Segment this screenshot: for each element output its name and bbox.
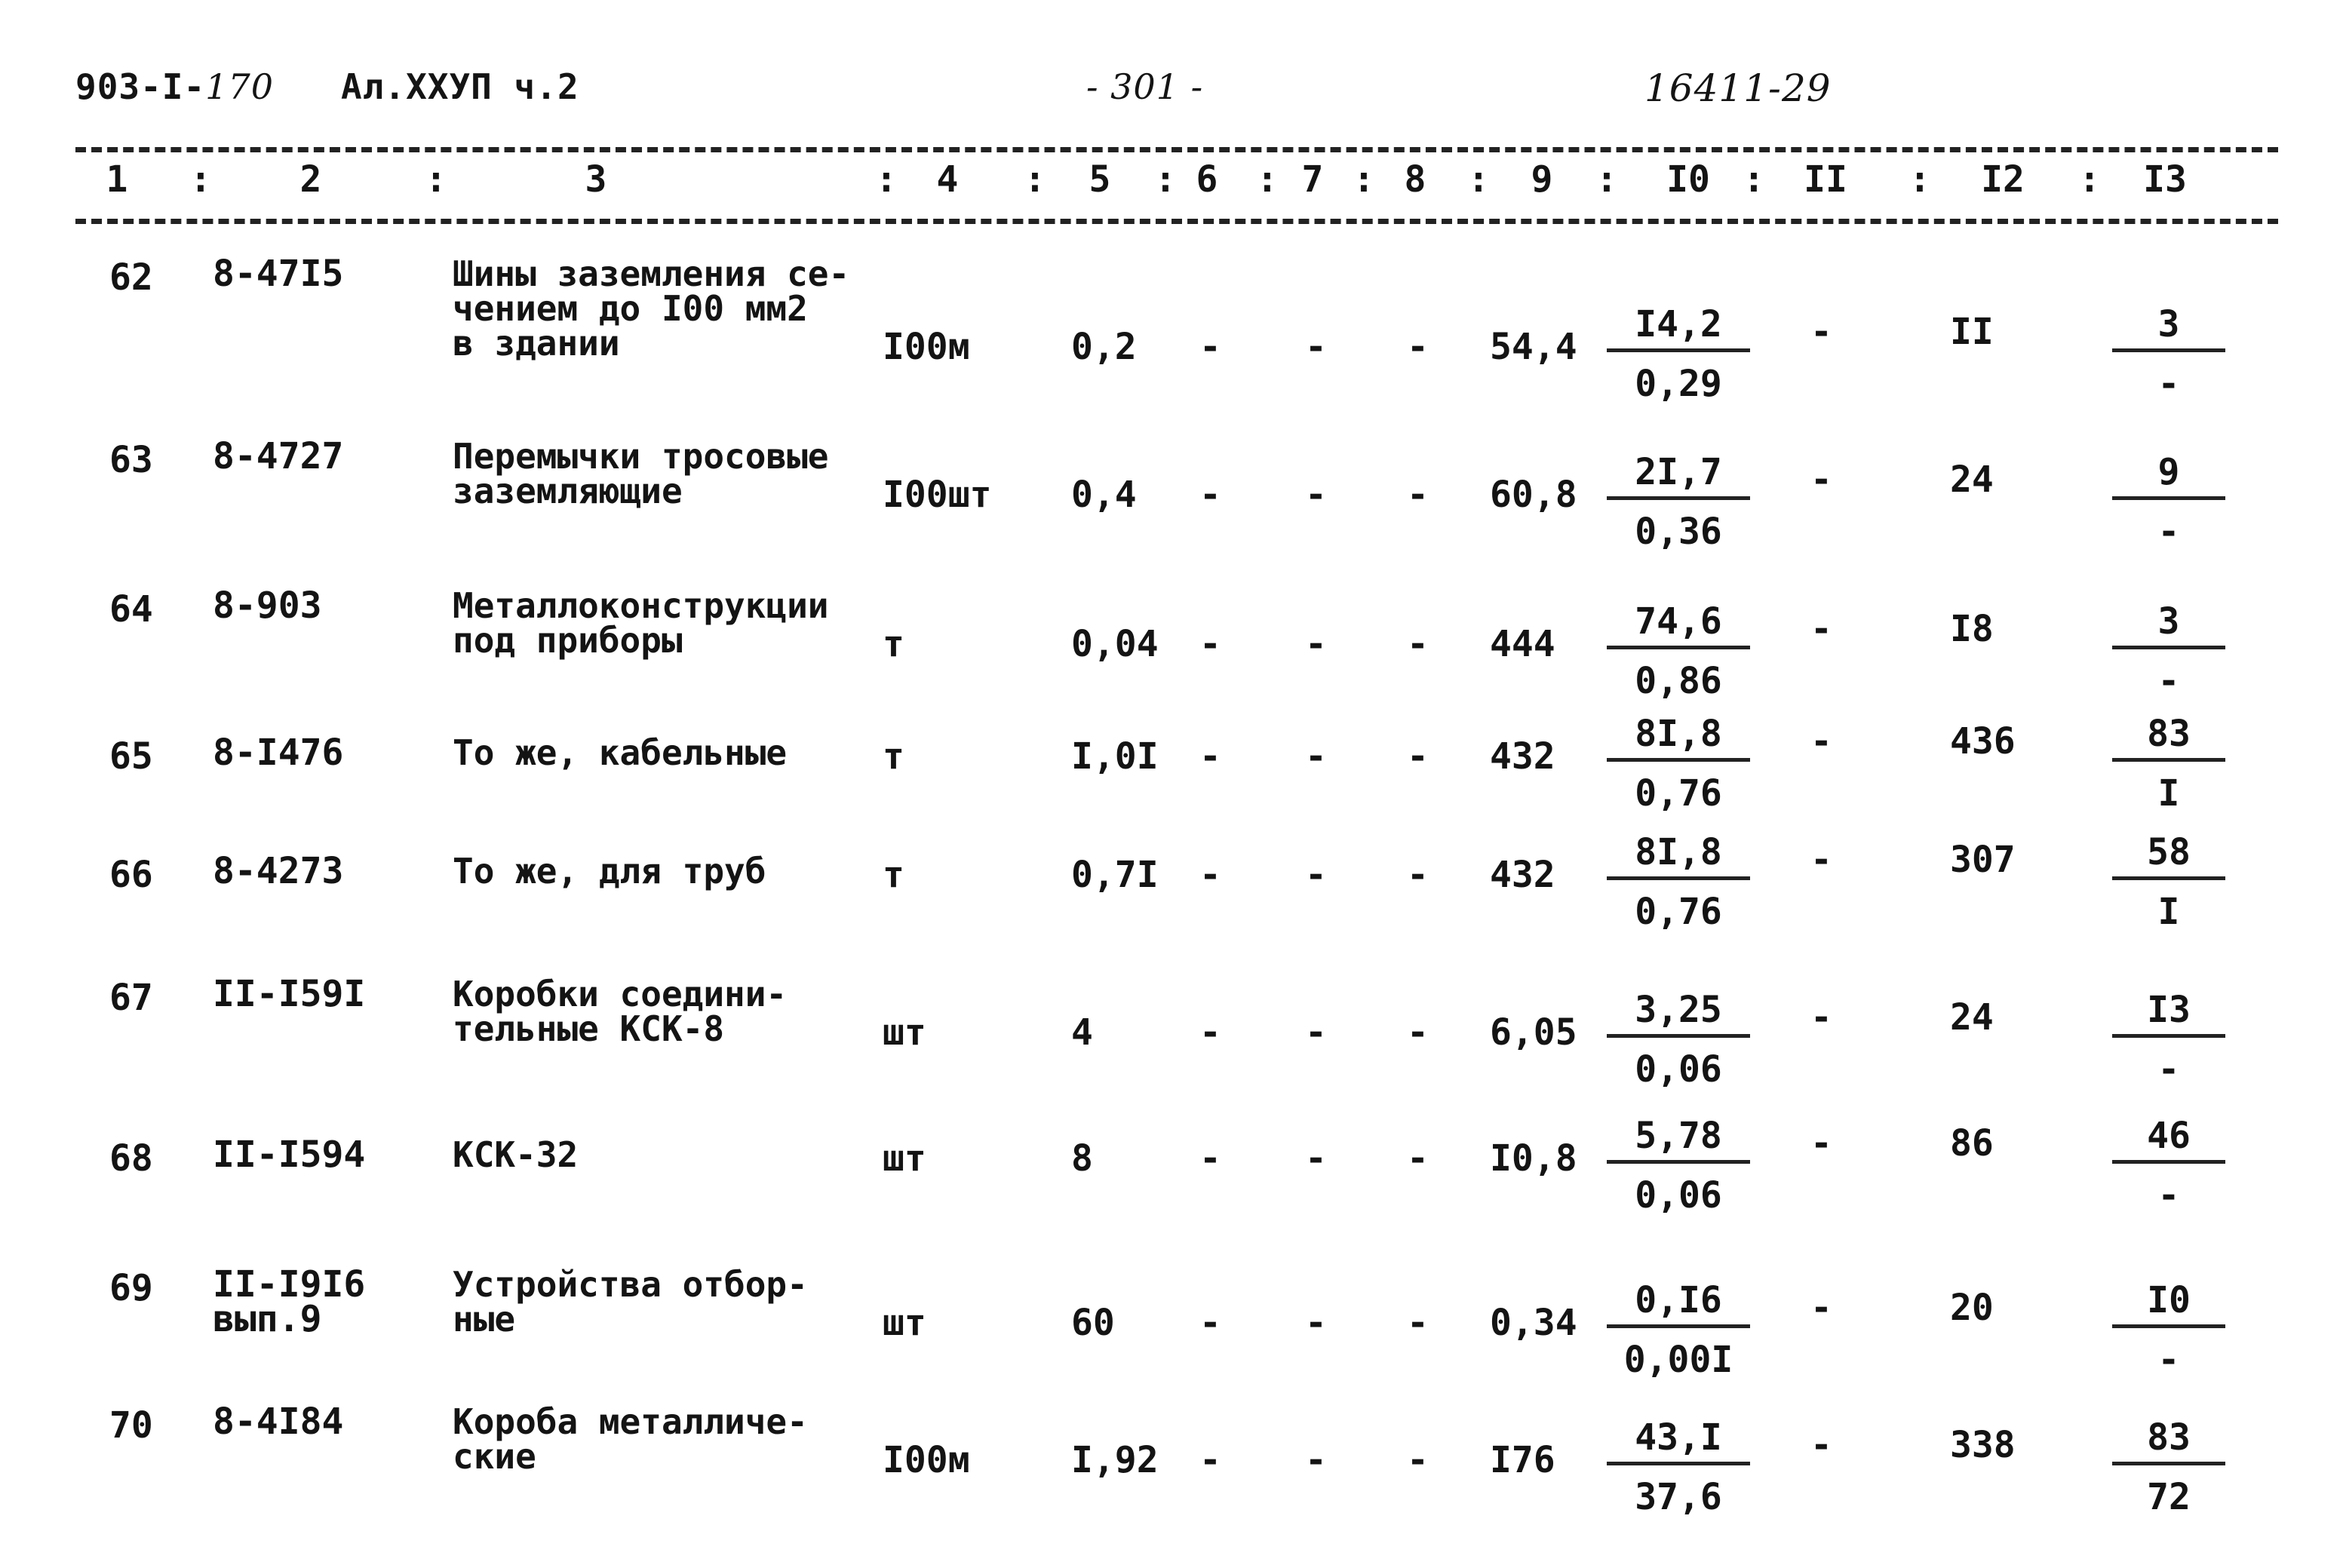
col-13-fraction [2112,451,2225,553]
column-header-7: 7 [1301,158,1324,201]
col-10-bottom: 0,06 [1635,1174,1722,1217]
document-code [75,66,274,107]
quantity: 4 [1071,1011,1093,1054]
col-12: 86 [1950,1122,1994,1164]
col-10-bottom: 0,76 [1635,772,1722,815]
col-10-top: 8I,8 [1607,831,1750,880]
norm-code: 8-47I5 [213,253,344,295]
column-header-3: 3 [585,158,607,201]
col-12: 436 [1950,720,2016,763]
document-code-handwritten: 170 [205,66,274,107]
col-13-top: 83 [2112,713,2225,762]
column-header-1: 1 [106,158,128,201]
col-13-bottom: - [2157,1048,2180,1091]
column-header-9: 9 [1531,158,1553,201]
column-separator: : [189,158,212,201]
unit: т [883,735,904,778]
column-header-12: I2 [1981,158,2025,201]
col-6: - [1199,623,1221,665]
norm-code: 8-4I84 [213,1401,344,1443]
col-9: 432 [1490,735,1555,778]
col-13-top: I3 [2112,989,2225,1038]
col-6: - [1199,1137,1221,1180]
col-12: I8 [1950,608,1994,650]
unit: шт [883,1302,926,1344]
document-code-printed: 903-I- [75,66,206,107]
col-11: - [1810,720,1832,763]
header-rule-top [75,147,2278,152]
quantity: 0,7I [1071,854,1159,896]
col-13-fraction [2112,989,2225,1091]
row-number: 70 [109,1404,153,1447]
col-13-top: 46 [2112,1115,2225,1164]
col-8: - [1407,1011,1429,1054]
col-10-top: 0,I6 [1607,1279,1750,1328]
col-13-top: 58 [2112,831,2225,880]
work-description: КСК-32 [453,1134,579,1175]
norm-code: 8-4727 [213,435,344,477]
col-6: - [1199,326,1221,368]
column-header-5: 5 [1089,158,1111,201]
col-7: - [1305,326,1327,368]
col-6: - [1199,474,1221,516]
col-6: - [1199,735,1221,778]
col-13-fraction [2112,1115,2225,1217]
col-10-fraction [1607,989,1750,1091]
col-13-bottom: - [2157,1339,2180,1381]
unit: I00м [883,326,970,368]
col-10-fraction [1607,303,1750,405]
table-row [0,1263,2343,1395]
col-7: - [1305,1302,1327,1344]
col-7: - [1305,1439,1327,1481]
quantity: 8 [1071,1137,1093,1180]
row-number: 62 [109,256,153,299]
column-separator: : [1467,158,1490,201]
norm-code: II-I594 [213,1134,366,1176]
col-10-fraction [1607,1416,1750,1518]
col-11: - [1810,311,1832,353]
col-8: - [1407,1137,1429,1180]
col-10-fraction [1607,831,1750,933]
col-13-bottom: I [2157,891,2180,933]
column-separator: : [1595,158,1618,201]
col-8: - [1407,623,1429,665]
col-13-bottom: - [2157,363,2180,405]
col-10-fraction [1607,600,1750,702]
column-separator: : [2078,158,2101,201]
col-13-bottom: I [2157,772,2180,815]
unit: I00шт [883,474,992,516]
col-13-bottom: - [2157,660,2180,702]
table-row [0,435,2343,567]
col-10-bottom: 0,06 [1635,1048,1722,1091]
col-10-top: 8I,8 [1607,713,1750,762]
col-13-fraction [2112,831,2225,933]
col-12: 307 [1950,839,2016,881]
col-12: 20 [1950,1287,1994,1329]
row-number: 68 [109,1137,153,1180]
col-7: - [1305,474,1327,516]
quantity: 60 [1071,1302,1115,1344]
col-10-fraction [1607,1279,1750,1381]
col-13-bottom: - [2157,511,2180,553]
col-9: I0,8 [1490,1137,1577,1180]
col-13-top: 3 [2112,600,2225,649]
col-10-fraction [1607,1115,1750,1217]
col-7: - [1305,623,1327,665]
col-10-bottom: 0,29 [1635,363,1722,405]
column-header-2: 2 [299,158,322,201]
col-9: 432 [1490,854,1555,896]
norm-code: 8-I476 [213,732,344,774]
col-12: 24 [1950,996,1994,1039]
row-number: 63 [109,439,153,481]
col-10-top: 2I,7 [1607,451,1750,500]
quantity: 0,04 [1071,623,1159,665]
col-13-fraction [2112,1279,2225,1381]
col-9: 6,05 [1490,1011,1577,1054]
column-separator: : [1024,158,1046,201]
col-11: - [1810,459,1832,501]
col-7: - [1305,854,1327,896]
work-description: Короба металличе- ские [453,1401,808,1477]
col-10-bottom: 37,6 [1635,1476,1722,1518]
norm-code: II-I59I [213,973,366,1015]
work-description: То же, кабельные [453,732,788,773]
col-12: 24 [1950,459,1994,501]
table-row [0,973,2343,1105]
col-9: 60,8 [1490,474,1577,516]
unit: шт [883,1011,926,1054]
col-10-bottom: 0,86 [1635,660,1722,702]
row-number: 64 [109,588,153,631]
quantity: 0,4 [1071,474,1137,516]
album-label: Ал.ХХУП ч.2 [341,66,579,107]
col-11: - [1810,1287,1832,1329]
col-10-fraction [1607,713,1750,815]
col-13-bottom: 72 [2147,1476,2191,1518]
col-13-top: 3 [2112,303,2225,352]
work-description: Устройства отбор- ные [453,1264,808,1339]
table-row [0,1401,2343,1533]
col-9: 0,34 [1490,1302,1577,1344]
table-row [0,585,2343,716]
col-13-top: I0 [2112,1279,2225,1328]
col-13-fraction [2112,1416,2225,1518]
column-separator: : [1908,158,1931,201]
quantity: 0,2 [1071,326,1137,368]
col-6: - [1199,1302,1221,1344]
column-separator: : [875,158,898,201]
col-9: I76 [1490,1439,1555,1481]
row-number: 69 [109,1267,153,1309]
unit: шт [883,1137,926,1180]
column-header-13: I3 [2143,158,2187,201]
work-description: Коробки соедини- тельные КСК-8 [453,974,788,1049]
column-header-4: 4 [936,158,959,201]
col-11: - [1810,839,1832,881]
col-8: - [1407,326,1429,368]
col-8: - [1407,854,1429,896]
table-row [0,831,2343,982]
col-6: - [1199,1011,1221,1054]
col-13-fraction [2112,600,2225,702]
inventory-number: 16411-29 [1644,66,1832,110]
col-13-top: 83 [2112,1416,2225,1465]
norm-code: II-I9I6 вып.9 [213,1263,366,1340]
table-row [0,253,2343,405]
col-12: 338 [1950,1424,2016,1466]
quantity: I,92 [1071,1439,1159,1481]
unit: I00м [883,1439,970,1481]
col-11: - [1810,1424,1832,1466]
column-header-11: II [1804,158,1847,201]
work-description: Перемычки тросовые заземляющие [453,436,829,511]
work-description: То же, для труб [453,851,766,891]
col-8: - [1407,735,1429,778]
norm-code: 8-4273 [213,850,344,892]
col-7: - [1305,1137,1327,1180]
col-10-bottom: 0,36 [1635,511,1722,553]
work-description: Шины заземления се- чением до I00 мм2 в здании [453,253,850,364]
quantity: I,0I [1071,735,1159,778]
col-10-top: 5,78 [1607,1115,1750,1164]
col-7: - [1305,1011,1327,1054]
column-separator: : [425,158,447,201]
col-9: 444 [1490,623,1555,665]
col-11: - [1810,996,1832,1039]
row-number: 67 [109,977,153,1019]
row-number: 66 [109,854,153,896]
col-12: II [1950,311,1994,353]
col-10-top: 74,6 [1607,600,1750,649]
col-10-fraction [1607,451,1750,553]
column-header-8: 8 [1404,158,1426,201]
col-13-top: 9 [2112,451,2225,500]
unit: т [883,623,904,665]
work-description: Металлоконструкции под приборы [453,585,829,661]
unit: т [883,854,904,896]
col-10-top: I4,2 [1607,303,1750,352]
col-8: - [1407,474,1429,516]
column-separator: : [1353,158,1375,201]
col-10-top: 43,I [1607,1416,1750,1465]
col-7: - [1305,735,1327,778]
col-6: - [1199,1439,1221,1481]
column-separator: : [1743,158,1765,201]
norm-code: 8-903 [213,585,322,627]
col-13-bottom: - [2157,1174,2180,1217]
row-number: 65 [109,735,153,778]
col-8: - [1407,1439,1429,1481]
col-6: - [1199,854,1221,896]
column-separator: : [1256,158,1279,201]
col-11: - [1810,608,1832,650]
col-8: - [1407,1302,1429,1344]
header-rule-bottom [75,219,2278,224]
table-row [0,1115,2343,1266]
col-11: - [1810,1122,1832,1164]
col-10-top: 3,25 [1607,989,1750,1038]
col-13-fraction [2112,303,2225,405]
col-13-fraction [2112,713,2225,815]
col-10-bottom: 0,00I [1623,1339,1733,1381]
column-header-6: 6 [1196,158,1218,201]
column-separator: : [1154,158,1177,201]
col-10-bottom: 0,76 [1635,891,1722,933]
column-header-10: I0 [1666,158,1710,201]
page-number: - 301 - [1086,66,1204,107]
col-9: 54,4 [1490,326,1577,368]
